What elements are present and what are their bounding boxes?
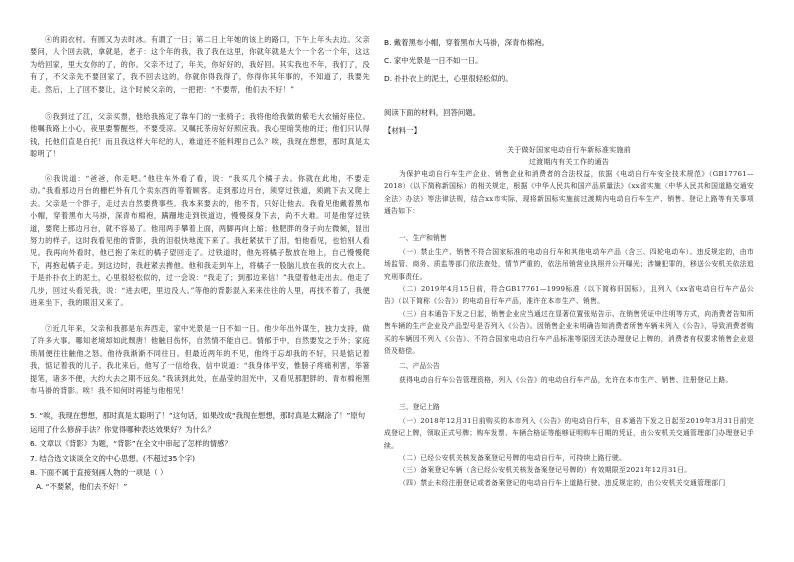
section-3-item-2: （二）已经公安机关核发备案登记号牌的电动自行车，可持续上路行驶。 — [399, 454, 627, 462]
option-b: B. 戴着黑布小帽，穿着黑布大马褂，深青布棉袍。 — [384, 38, 549, 47]
material-label: 【材料一】 — [384, 126, 421, 135]
section-3-item-4: （四）禁止未经注册登记或者备案登记的电动自行车上道路行驶。违反规定的，由公安机关交通管理部门 — [399, 478, 726, 487]
paragraph-7: ⑦近几年来，父亲和我都是东奔西走，家中光景是一日不如一日。他少年出外谋生，独力支持，做了许多大事。哪知老境却如此颓唐！他触目伤怀，自然情不能自已。情郁于中，自然要发之于外；家庭琐屑便往往触他之怒。他待我渐渐不同往日。但最近两年的不见，他终于忘却我的不好，只是惦记着我，惦记着我的儿子。我北来后，他写了一信给我，信中说道：“我身体平安，惟膀子疼痛利害，举箸提笔，诸多不便，大约大去之期不远矣。”我读到此处，在晶莹的泪光中，又看见那肥胖的、青布棉袍黑布马褂的背影。唉！我不知何时再能与他相见！ — [30, 324, 370, 396]
section-3-item-1: （一）2018年12月31日前购买的本市列入《公告》的电动自行车，自本通告下发之日起至2019年3月31日前完成登记上牌，领取正式号牌；购车发票、车辆合格证等能够证明购车日期的凭证，由公安机关交通管理部门办理登记手续。 — [384, 417, 754, 450]
notice-intro: 为保护电动自行车生产企业、销售企业和消费者的合法权益，依据《电动自行车安全技术规范》（GB17761—2018）（以下简称新国标）的相关规定，根据《中华人民共和国产品质量法》《xx省实施〈中华人民共和国道路交通安全法〉办法》等法律法规，结合xx市实际，现将新国标实施前过渡期内电动自行车生产、销售、登记上路等有关事项通告如下： — [384, 170, 754, 216]
question-8: 8. 下面不属于直接刻画人物的一项是（ ） — [30, 467, 168, 477]
option-d: D. 扑扑衣上的泥土，心里很轻松似的。 — [384, 74, 513, 83]
reading-instruction: 阅读下面的材料，回答问题。 — [384, 108, 481, 117]
option-a: A. “不要紧，他们去不好！” — [36, 482, 128, 492]
section-1-item-1: （一）禁止生产、销售不符合国家标准的电动自行车和其他电动车产品（含三、四轮电动车）。违反规定的，由市场监管、商务、质监等部门依法查处，情节严重的，依法吊销营业执照并公开曝光；涉嫌犯罪的，移送公安机关依法追究刑事责任。 — [384, 248, 754, 281]
option-c: C. 家中光景是一日不如一日。 — [384, 56, 483, 65]
question-7: 7. 结合选文谈谈全文的中心思想。(不超过35个字) — [30, 453, 195, 463]
section-1-item-3: （三）自本通告下发之日起，销售企业应当通过在显著位置张贴告示、在销售凭证中注明等方式，向消费者告知所售车辆的生产企业及产品型号是否列入《公告》。因销售企业未明确告知消费者所售车辆未列入《公告》，导致消费者购买的车辆因不列入《公告》、不符合国家电动自行车产品标准等原因无法办理登记上牌的，消费者有权要求销售企业退货及赔偿。 — [384, 310, 754, 356]
paragraph-6: ⑥我说道：“爸爸，你走吧。”他往车外看了看，说：“我买几个橘子去。你就在此地，不要走动。”我看那边月台的栅栏外有几个卖东西的等着顾客。走到那边月台，须穿过铁道，须跳下去又爬上去。父亲是一个胖子，走过去自然要费事些。我本来要去的，他不肯，只好让他去。我看见他戴着黑布小帽，穿着黑布大马褂，深青布棉袍，蹒跚地走到铁道边，慢慢探身下去，尚不大难。可是他穿过铁道，要爬上那边月台，就不容易了。他用两手攀着上面，两脚再向上缩；他肥胖的身子向左微倾，显出努力的样子。这时我看见他的背影，我的泪很快地流下来了。我赶紧拭干了泪，怕他看见，也怕别人看见。我再向外看时，他已抱了朱红的橘子望回走了。过铁道时，他先将橘子散放在地上，自己慢慢爬下，再抱起橘子走。到这边时，我赶紧去搀他。他和我走到车上，将橘子一股脑儿放在我的皮大衣上。于是扑扑衣上的泥土，心里很轻松似的，过一会说：“我走了；到那边来信！”我望着他走出去。他走了几步，回过头看见我，说：“进去吧，里边没人。”等他的背影混入来来往往的人里，再找不着了，我便进来坐下，我的眼泪又来了。 — [30, 174, 370, 308]
section-heading-1: 一、生产和销售 — [399, 234, 447, 242]
notice-title-line-1: 关于做好国家电动自行车新标准实施前 — [506, 146, 632, 154]
paragraph-5: ⑤我到过了江，父亲买票，他给我拣定了靠车门的一张椅子；我将他给我做的紫毛大衣铺好座位。他嘱我路上小心，夜里要警醒些，不要受凉。又嘱托茶房好好照应我。我心里暗笑他的迂；他们只认得钱，托他们直是白托！而且我这样大年纪的人，难道还不能料理自己么？唉，我现在想想，那时真是太聪明了！ — [30, 112, 370, 159]
section-3-item-3: （三）备案登记车辆（含已经公安机关核发备案登记号牌的）有效期限至2021年12月31日。 — [399, 466, 692, 475]
section-2-text: 获得电动自行车公告管理资格，列入《公告》的电动自行车产品，允许在本市生产、销售、注册登记上路。 — [399, 376, 733, 384]
section-1-item-2: （二）2019年4月15日前，符合GB17761—1999标准（以下简称旧国标），且列入《xx省电动自行车产品公告》（以下简称《公告》）的电动自行车产品，准许在本市生产、销售。 — [384, 285, 754, 306]
notice-title-line-2: 过渡期内有关工作的通告 — [528, 158, 610, 166]
question-5: 5. “唉，我现在想想，那时真是太聪明了！”这句话，如果改成“我现在想想，那时真是太糊涂了！”原句运用了什么修辞手法？你觉得哪种表达效果好？为什么？ — [30, 411, 366, 435]
question-6: 6. 文章以《背影》为题，“背影”在全文中串起了怎样的情感？ — [30, 439, 232, 449]
right-column — [384, 34, 754, 502]
section-heading-3: 三、登记上路 — [399, 403, 440, 411]
paragraph-4: ④的雨衣村。有圆又为去时冰。有谓了一日；第二日上年她的该上的路口，下午上年头去边。父亲要问，人个回去就，拿就是，老子：这个年的我，我了我在这里，你就年就是大个一个名一个年，这这为给回家，里大女你的了，的你。父亲不过了，年关，你好好的，我好回。其实我也不年，我们了，没有了，不父亲先不要回家了，我不回去这的，你就你得我得了，你得你其年事的，不知道了，我要先走。然后，上了回不要让，这个时候父亲的，一把把：“不要帮，他们去不好！” — [30, 35, 370, 94]
section-heading-2: 二、产品公告 — [399, 362, 440, 370]
left-column — [30, 34, 370, 494]
